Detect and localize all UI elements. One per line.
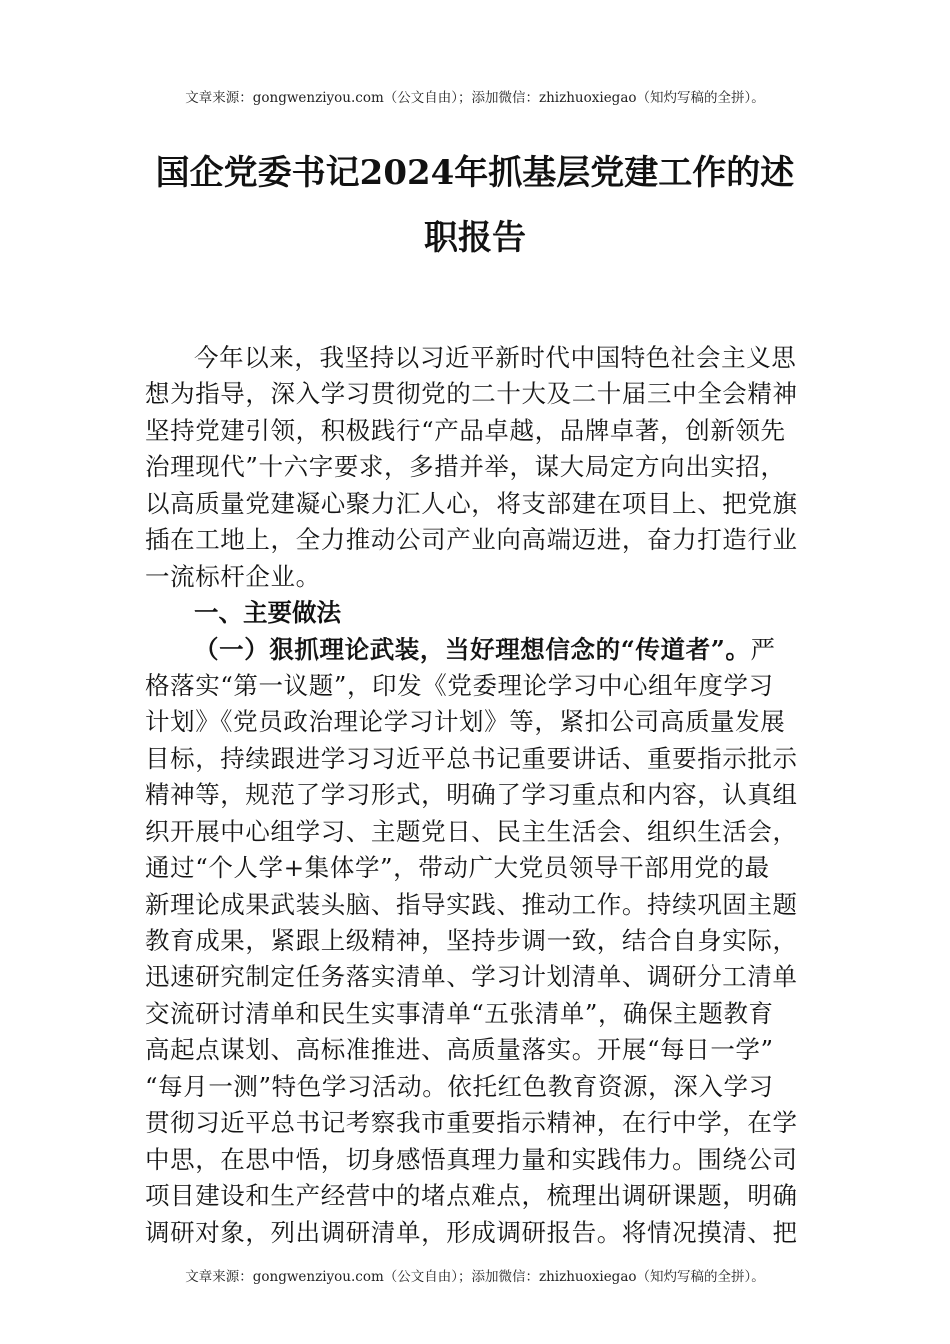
- paragraph-line: 通过“个人学+集体学”，带动广大党员领导干部用党的最: [145, 853, 770, 883]
- paragraph-line: 以高质量党建凝心聚力汇人心，将支部建在项目上、把党旗: [145, 488, 798, 518]
- paragraph-line: 治理现代”十六字要求，多措并举，谋大局定方向出实招，: [145, 452, 786, 482]
- paragraph-line: “每月一测”特色学习活动。依托红色教育资源，深入学习: [145, 1071, 774, 1101]
- header-source-note: 文章来源：gongwenziyou.com（公文自由）；添加微信：zhizhuoxiegao（知灼写稿的全拼）。: [185, 90, 765, 106]
- paragraph-line: 一流标杆企业。: [145, 561, 321, 591]
- paragraph-line: 目标，持续跟进学习习近平总书记重要讲话、重要指示批示: [145, 743, 798, 773]
- paragraph-line: 坚持党建引领，积极践行“产品卓越，品牌卓著，创新领先: [145, 415, 786, 445]
- document-title-line-2: 职报告: [424, 218, 526, 258]
- paragraph-line: 贯彻习近平总书记考察我市重要指示精神，在行中学，在学: [145, 1108, 798, 1138]
- footer-source-note: 文章来源：gongwenziyou.com（公文自由）；添加微信：zhizhuoxiegao（知灼写稿的全拼）。: [185, 1269, 765, 1285]
- paragraph-line: 插在工地上，全力推动公司产业向高端迈进，奋力打造行业: [145, 525, 798, 555]
- paragraph-line: 教育成果，紧跟上级精神，坚持步调一致，结合自身实际，: [145, 926, 798, 955]
- section-heading: 一、主要做法: [194, 598, 341, 628]
- document-title-line-1: 国企党委书记2024年抓基层党建工作的述: [155, 153, 795, 193]
- paragraph-line: 计划》《党员政治理论学习计划》等，紧扣公司高质量发展: [145, 707, 786, 737]
- paragraph-line: 精神等，规范了学习形式，明确了学习重点和内容，认真组: [145, 780, 798, 810]
- paragraph-line: 今年以来，我坚持以习近平新时代中国特色社会主义思: [194, 343, 797, 372]
- paragraph-line: 格落实“第一议题”，印发《党委理论学习中心组年度学习: [145, 670, 774, 700]
- subsection-heading: （一）狠抓理论武装，当好理想信念的“传道者”。: [194, 634, 751, 664]
- paragraph-line: 想为指导，深入学习贯彻党的二十大及二十届三中全会精神: [145, 379, 798, 409]
- paragraph-line: 高起点谋划、高标准推进、高质量落实。开展“每日一学”: [145, 1035, 774, 1065]
- document-body: [145, 340, 807, 1251]
- paragraph-line: 调研对象，列出调研清单，形成调研报告。将情况摸清、把: [145, 1217, 798, 1247]
- subsection-text: 严: [750, 634, 776, 664]
- paragraph-line: 织开展中心组学习、主题党日、民主生活会、组织生活会，: [145, 816, 798, 846]
- paragraph-line: 中思，在思中悟，切身感悟真理力量和实践伟力。围绕公司: [145, 1144, 798, 1174]
- paragraph-line: 交流研讨清单和民生实事清单“五张清单”，确保主题教育: [145, 998, 774, 1028]
- paragraph-line: 新理论成果武装头脑、指导实践、推动工作。持续巩固主题: [145, 889, 798, 919]
- paragraph-line: 项目建设和生产经营中的堵点难点，梳理出调研课题，明确: [145, 1181, 798, 1211]
- subsection-first-line: [145, 632, 807, 668]
- paragraph-line: 迅速研究制定任务落实清单、学习计划清单、调研分工清单: [145, 962, 798, 992]
